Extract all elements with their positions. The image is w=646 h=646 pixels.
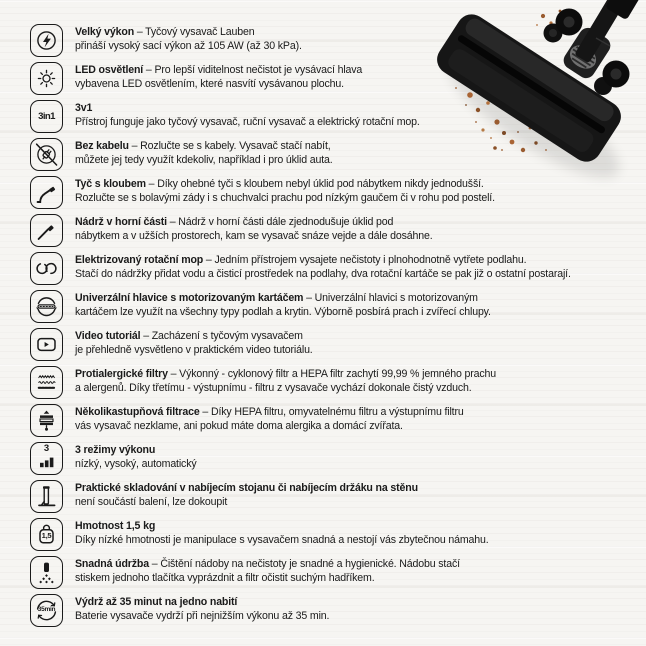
feature-row [30,518,571,551]
feature-text: – Díky ohebné tyči s kloubem nebyl úklid pod nábytkem nikdy jednodušší. [148,178,484,190]
3in1-icon-text: 3in1 [38,111,55,122]
battery-life-icon-text: 35min [37,606,56,613]
feature-text: vás vysavač nezklame, ani pokud máte doma alergika a domácí zvířata. [75,419,403,432]
feature-title: LED osvětlení [75,64,144,76]
feature-title: Bez kabelu [75,140,129,152]
feature-text: stiskem jednoho tlačítka vyprázdnit a filtr očistit suchým hadříkem. [75,571,375,584]
multistage-filtration-icon [30,404,63,437]
feature-text: – Díky HEPA filtru, omyvatelnému filtru a výstupnímu filtru [202,406,464,418]
feature-title: Velký výkon [75,26,135,38]
feature-title: Několikastupňová filtrace [75,406,200,418]
feature-text: přináší vysoký sací výkon až 105 AW (až 30 kPa). [75,39,302,52]
feature-text: Díky nízké hmotnosti je manipulace s vysavačem snadná a nestojí vás zbytečnou námahu. [75,533,489,546]
feature-row [30,62,571,95]
feature-row [30,176,571,209]
feature-text: Přístroj funguje jako tyčový vysavač, ruční vysavač a elektrický rotační mop. [75,115,420,128]
feature-row [30,594,571,627]
no-cable-icon [30,138,63,171]
feature-text: nábytkem a v užších prostorech, kam se vysavač snáze vejde a dále dosáhne. [75,229,433,242]
feature-text: – Zacházení s tyčovým vysavačem [143,330,303,342]
feature-text: můžete jej tedy využít kdekoliv, například i pro úklid auta. [75,153,333,166]
feature-text: – Jedním přístrojem vysajete nečistoty i plnohodnotně vytřete podlahu. [205,254,527,266]
weight-icon-text: 1,5 [41,530,52,540]
feature-text: a alergenů. Díky třetímu - výstupnímu - filtru z vysavače vychází dokonale čistý vzduch. [75,381,472,394]
feature-title: Tyč s kloubem [75,178,146,190]
feature-title: 3v1 [75,102,93,114]
feature-title: Výdrž až 35 minut na jedno nabití [75,596,238,608]
feature-text: – Čištění nádoby na nečistoty je snadné a hygienické. Nádobu stačí [151,558,460,570]
feature-infographic [30,24,571,627]
feature-row [30,252,571,285]
feature-text: kartáčem lze využít na všechny typy podlah a krytin. Výborně posbírá prach i zvířecí chlupy. [75,305,491,318]
feature-title: Video tutoriál [75,330,141,342]
3in1-icon [30,100,63,133]
flexible-tube-icon [30,176,63,209]
feature-row [30,24,571,57]
video-play-icon [30,328,63,361]
feature-title: Nádrž v horní části [75,216,167,228]
power-modes-icon-text: 3 [43,443,50,454]
feature-row [30,404,571,437]
feature-title: 3 režimy výkonu [75,444,156,456]
feature-title: Elektrizovaný rotační mop [75,254,204,266]
motorized-brush-icon [30,290,63,323]
easy-maintenance-icon [30,556,63,589]
feature-row [30,290,571,323]
filters-icon [30,366,63,399]
feature-title: Protialergické filtry [75,368,168,380]
feature-text: – Výkonný - cyklonový filtr a HEPA filtr zachytí 99,99 % jemného prachu [170,368,496,380]
feature-text: není součástí balení, lze dokoupit [75,495,228,508]
feature-text: – Univerzální hlavici s motorizovaným [306,292,478,304]
feature-title: Hmotnost 1,5 kg [75,520,156,532]
feature-row [30,214,571,247]
feature-row [30,100,571,133]
feature-text: vybavena LED osvětlením, které nasvítí vysávanou plochu. [75,77,344,90]
top-tank-icon [30,214,63,247]
feature-row [30,480,571,513]
battery-life-icon [30,594,63,627]
feature-text: Baterie vysavače vydrží při nejnižším výkonu až 35 min. [75,609,330,622]
feature-row [30,556,571,589]
feature-text: – Pro lepší viditelnost nečistot je vysávací hlava [145,64,363,76]
feature-text: Rozlučte se s bolavými zády i s chuchvalci prachu pod nízkým gaučem či v rohu pod postelí. [75,191,495,204]
feature-text: – Nádrž v horní části dále zjednodušuje úklid pod [169,216,394,228]
feature-row [30,366,571,399]
feature-text: – Tyčový vysavač Lauben [136,26,255,38]
feature-title: Univerzální hlavice s motorizovaným kartáčem [75,292,304,304]
feature-text: – Rozlučte se s kabely. Vysavač stačí nabít, [131,140,331,152]
weight-icon [30,518,63,551]
feature-title: Praktické skladování v nabíjecím stojanu či nabíjecím držáku na stěnu [75,482,418,494]
feature-text: je přehledně vysvětleno v praktickém video tutoriálu. [75,343,313,356]
feature-title: Snadná údržba [75,558,149,570]
rotary-mop-icon [30,252,63,285]
feature-row [30,138,571,171]
charging-stand-icon [30,480,63,513]
led-light-icon [30,62,63,95]
power-modes-icon [30,442,63,475]
lightning-icon [30,24,63,57]
feature-text: nízký, vysoký, automatický [75,457,197,470]
feature-row [30,442,571,475]
feature-row [30,328,571,361]
feature-text: Stačí do nádržky přidat vodu a čisticí prostředek na podlahy, dva rotační kartáče se pak již o ostatní postarají. [75,267,571,280]
